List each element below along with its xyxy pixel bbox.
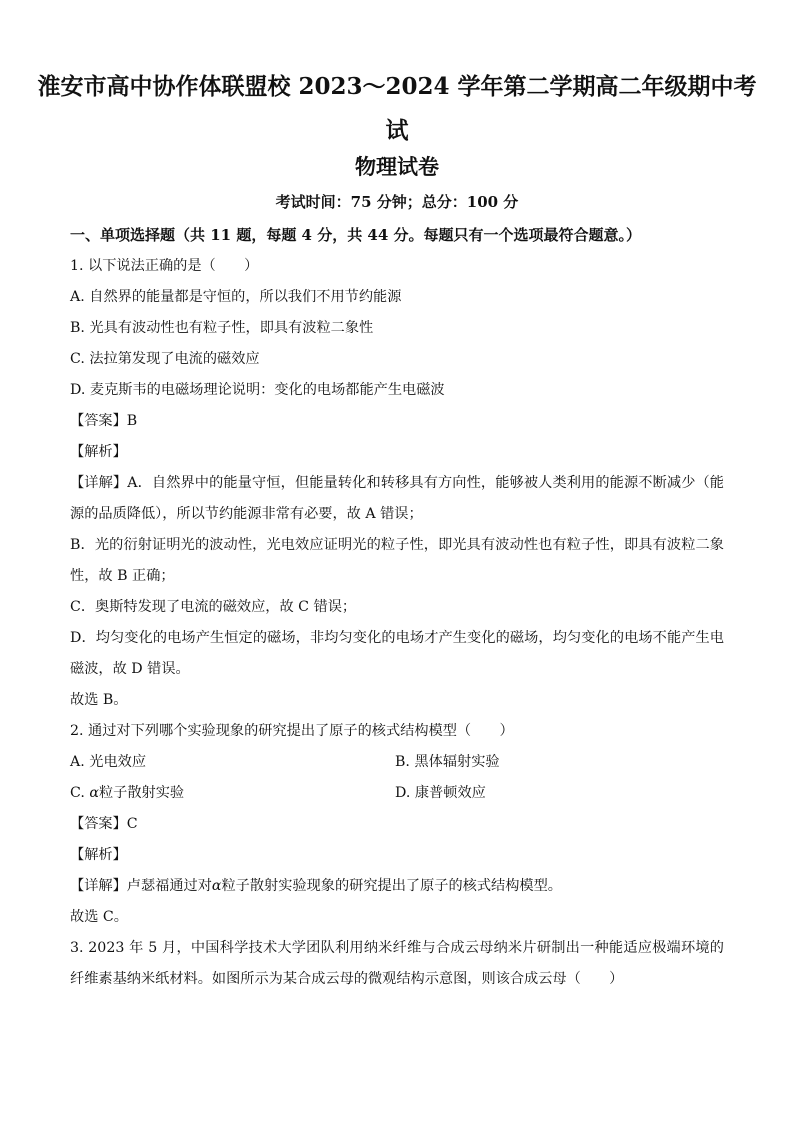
section-heading: 一、单项选择题（共 11 题，每题 4 分，共 44 分。每题只有一个选项最符合题意。）	[70, 226, 642, 244]
q2-option-c-prefix: C.	[70, 785, 90, 801]
q1-option-b: B. 光具有波动性也有粒子性，即具有波粒二象性	[70, 320, 374, 336]
q2-option-b: B. 黑体辐射实验	[395, 754, 500, 770]
q1-analysis-label: 【解析】	[70, 444, 127, 460]
q1-option-c: C. 法拉第发现了电流的磁效应	[70, 351, 260, 367]
exam-info: 考试时间：75 分钟；总分：100 分	[275, 193, 519, 211]
q1-option-a: A. 自然界的能量都是守恒的，所以我们不用节约能源	[70, 289, 402, 305]
q1-conclusion: 故选 B。	[70, 692, 128, 708]
q2-options-row2	[70, 778, 724, 809]
q2-option-c	[70, 778, 395, 809]
q3-stem: 3. 2023 年 5 月，中国科学技术大学团队利用纳米纤维与合成云母纳米片研制出一种能适应极端环境的纤维素基纳米纸材料。如图所示为某合成云母的微观结构示意图，则该合成云母（ ）	[70, 940, 724, 987]
alpha-symbol: α	[211, 878, 222, 894]
exam-title-line2: 试	[385, 117, 409, 144]
exam-subject: 物理试卷	[355, 154, 439, 179]
exam-content	[70, 220, 724, 995]
q1-detail-b: B．光的衍射证明光的波动性，光电效应证明光的粒子性，即光具有波动性也有粒子性，即具有波粒二象性，故 B 正确；	[70, 537, 724, 584]
q1-answer: 【答案】B	[70, 413, 138, 429]
q1-detail-a: 【详解】A．自然界中的能量守恒，但能量转化和转移具有方向性，能够被人类利用的能源不断减少（能源的品质降低），所以节约能源非常有必要，故 A 错误；	[70, 475, 724, 522]
q2-conclusion: 故选 C。	[70, 909, 128, 925]
q1-stem: 1. 以下说法正确的是（ ）	[70, 258, 259, 274]
q2-detail-text: 粒子散射实验现象的研究提出了原子的核式结构模型。	[221, 878, 562, 894]
q1-detail-d: D．均匀变化的电场产生恒定的磁场，非均匀变化的电场才产生变化的磁场，均匀变化的电场不能产生电磁波，故 D 错误。	[70, 630, 724, 677]
q2-stem: 2. 通过对下列哪个实验现象的研究提出了原子的核式结构模型（ ）	[70, 723, 514, 739]
exam-title-line1: 淮安市高中协作体联盟校 2023～2024 学年第二学期高二年级期中考	[37, 73, 757, 100]
q2-option-a: A. 光电效应	[70, 754, 147, 770]
q2-option-c-text: 粒子散射实验	[98, 785, 185, 801]
q2-options-row1	[70, 747, 724, 778]
q2-option-d: D. 康普顿效应	[395, 785, 486, 801]
alpha-symbol: α	[89, 785, 99, 801]
q1-detail-c: C．奥斯特发现了电流的磁效应，故 C 错误；	[70, 599, 357, 615]
q1-option-d: D. 麦克斯韦的电磁场理论说明：变化的电场都能产生电磁波	[70, 382, 445, 398]
q2-detail	[70, 871, 724, 902]
q2-detail-prefix: 【详解】卢瑟福通过对	[70, 878, 212, 894]
q2-analysis-label: 【解析】	[70, 847, 127, 863]
q2-answer: 【答案】C	[70, 816, 138, 832]
